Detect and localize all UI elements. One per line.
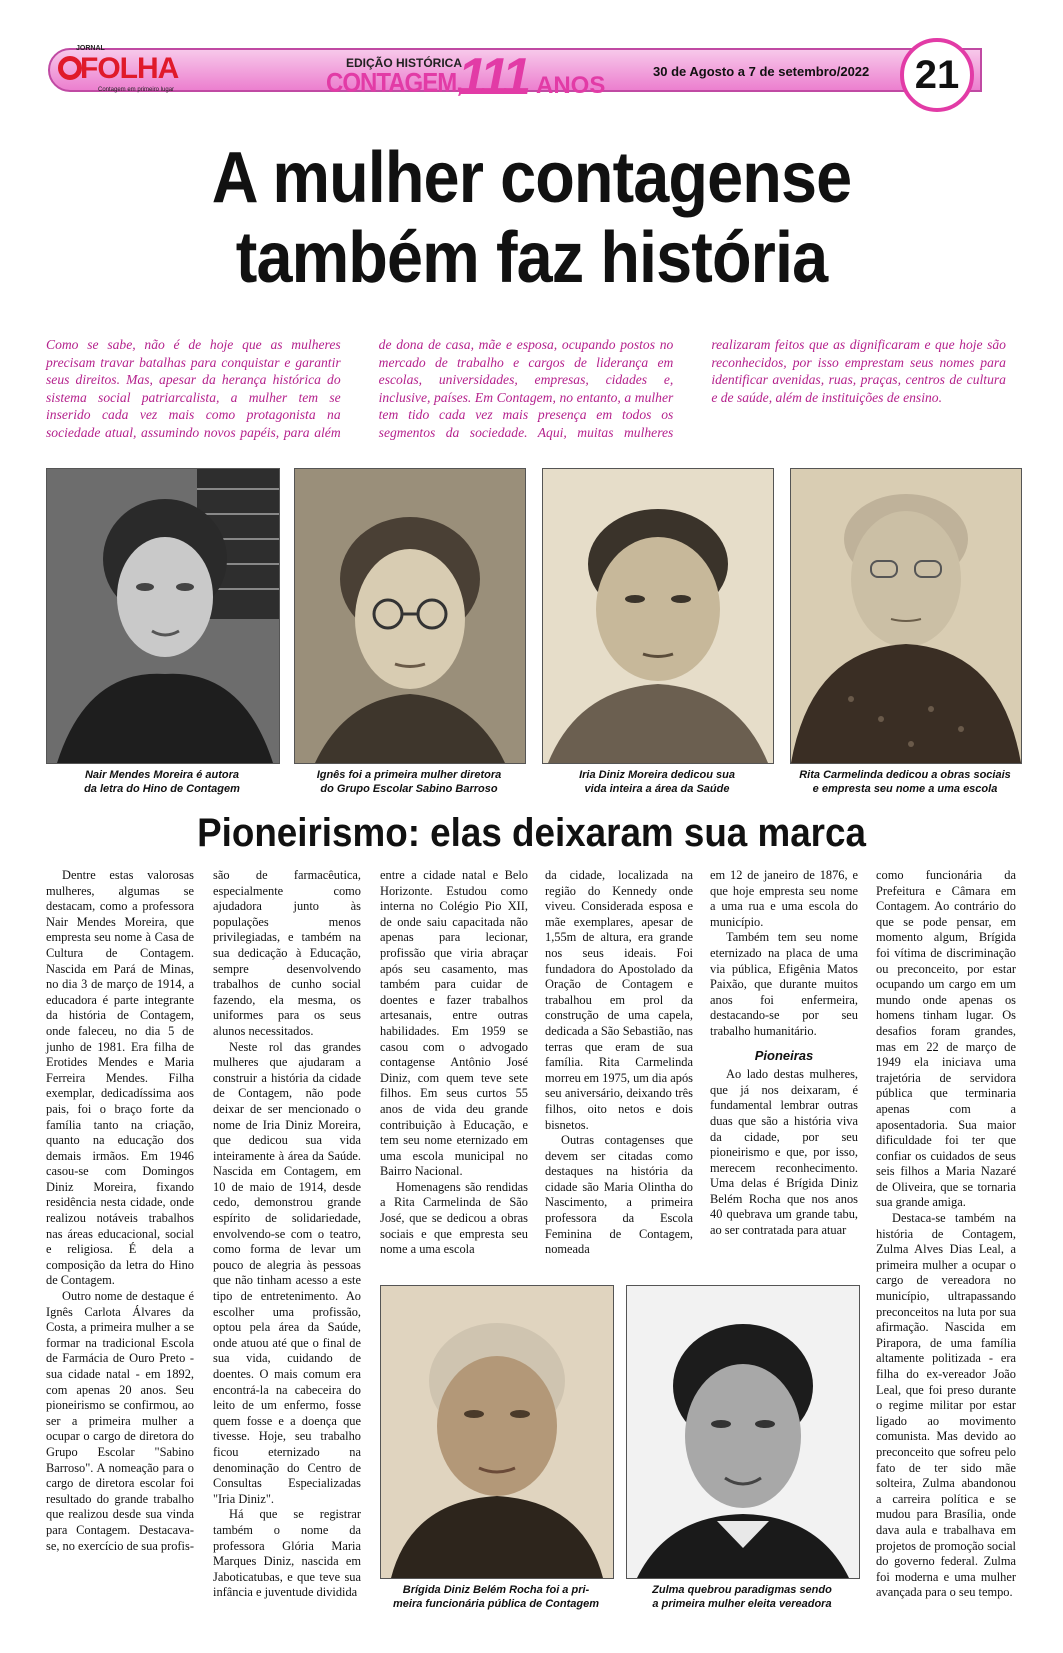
photo-nair-mendes-moreira	[46, 468, 280, 764]
edition-suffix: ANOS	[536, 72, 606, 99]
newspaper-logo	[58, 44, 198, 94]
page-header	[48, 42, 998, 108]
body-paragraph: Ao lado destas mulheres, que já nos deixaram, é fundamental lembrar outras duas que são a história viva da cidade, por seu pioneirismo e que, por isso, merecem reconhecimento. Uma delas é Brígida Diniz Belém Rocha que nos anos 40 quebrava um grande tabu, ao ser contratada para atuar	[710, 1067, 858, 1238]
body-paragraph: da cidade, localizada na região do Kennedy onde viveu. Considerada esposa e mãe exemplares, apesar de 1,55m de altura, era grande nos seus ideais. Foi fundadora do Apostolado da Oração de Contagem e trabalhou em prol da construção de uma capela, dedicada a São Sebastião, nas terras que eram de sua família. Rita Carmelinda morreu em 1975, um dia após seu aniversário, deixando três filhos, oito netos e dois bisnetos.	[545, 868, 693, 1132]
edition-label: EDIÇÃO HISTÓRICA	[346, 56, 463, 70]
caption-line: e empresta seu nome a uma escola	[812, 783, 998, 795]
section-subhead: Pioneirismo: elas deixaram sua marca	[197, 811, 866, 855]
edition-city: CONTAGEM,	[326, 68, 462, 99]
body-paragraph: Dentre estas valorosas mulheres, algumas se destacam, como a professora Nair Mendes Moreira, que empresta seu nome à Casa de Cultura de Contagem. Nascida em Pará de Minas, no dia 3 de março de 1914, a educadora é parte integrante da história de Contagem, onde faleceu, no dia 5 de junho de 1981. Era filha de Erotides Mendes e Maria Ferreira Mendes. Filha exemplar, dedicadíssima aos pais, foi o braço forte da família tanto na criação, quanto na educação dos demais irmãos. Em 1946 casou-se com Domingos Diniz Moreira, fixando residência nesta cidade, onde realizou notáveis trabalhos nas áreas educacional, social e religiosa. É dela a composição da letra do Hino de Contagem.	[46, 868, 194, 1288]
caption-photo-1	[46, 768, 278, 796]
caption-line: Iria Diniz Moreira dedicou sua	[579, 769, 735, 781]
caption-photo-6	[626, 1583, 858, 1611]
body-paragraph: Homenagens são rendidas a Rita Carmelinda de São José, que se dedicou a obras sociais e que empresta seu nome a uma escola	[380, 1179, 528, 1257]
body-column-5	[710, 868, 858, 1239]
lead-paragraph: Como se sabe, não é de hoje que as mulheres precisam travar batalhas para conquistar e garantir seus direitos. Mas, apesar da herança histórica do sistema social patriarcalista, a mulher tem se inserido cada vez mais como protagonista na sociedade atual, assumindo novos papéis, para além de dona de casa, mãe e esposa, ocupando postos no mercado de trabalho e cargos de liderança em escolas, universidades, empresas, cidades e, inclusive, países. Em Contagem, no entanto, a mulher tem tido cada vez mais presença em todos os segmentos da sociedade. Aqui, muitas mulheres realizaram feitos que as dignificaram e que hoje são reconhecidos, por isso emprestam seus nomes para identificar avenidas, ruas, praças, centros de cultura e de saúde, além de instituições de ensino.	[46, 337, 1006, 440]
caption-line: meira funcionária pública de Contagem	[393, 1598, 599, 1610]
caption-photo-5	[380, 1583, 612, 1611]
headline	[53, 138, 1010, 298]
headline-line-2: também faz história	[235, 218, 828, 298]
logo-tagline: Contagem em primeiro lugar	[98, 87, 175, 93]
caption-photo-4	[790, 768, 1020, 796]
body-paragraph: são de farmacêutica, especialmente como ajudadora junto às populações menos privilegiadas, e também na sua dedicação à Educação, sempre desenvolvendo trabalhos de cunho social fazendo, ela mesma, os uniformes para os seus alunos necessitados.	[213, 868, 361, 1038]
section-heading: Pioneiras	[754, 1047, 814, 1063]
caption-line: vida inteira a área da Saúde	[584, 783, 730, 795]
body-paragraph: Também tem seu nome eternizado na placa de uma via pública, Efigênia Matos Paixão, que durante muitos anos foi enfermeira, destacando-se por seu trabalho humanitário.	[710, 930, 858, 1038]
body-column-4	[545, 868, 693, 1258]
caption-line: Nair Mendes Moreira é autora	[84, 769, 240, 781]
page-number: 21	[900, 38, 974, 112]
caption-photo-2	[294, 768, 524, 796]
logo-word: FOLHA	[80, 52, 179, 85]
caption-photo-3	[542, 768, 772, 796]
body-paragraph: em 12 de janeiro de 1876, e que hoje empresta seu nome a uma rua e uma escola do município.	[710, 868, 858, 929]
issue-date: 30 de Agosto a 7 de setembro/2022	[653, 64, 870, 79]
edition-number: 111	[458, 48, 529, 106]
body-paragraph: Outras contagenses que devem ser citadas como destaques na história da cidade são Maria Olintha do Nascimento, a primeira professora da Escola Feminina de Contagem, nomeada	[545, 1133, 693, 1257]
body-paragraph: como funcionária da Prefeitura e Câmara em Contagem. Ao contrário do que se pode pensar, em momento algum, Brígida foi vítima de discriminação ou preconceito, por estar ocupando um cargo em um mundo onde apenas os homens tinham lugar. Os desafios foram grandes, mas em 22 de março de 1949 ela iniciava uma trajetória de servidora pública que terminaria apenas com a aposentadoria. Sua maior dificuldade foi ter que confiar os cuidados de seus seis filhos a Maria Nazaré de Oliveira, que se tornaria sua grande amiga.	[876, 868, 1016, 1210]
body-column-3	[380, 868, 528, 1258]
photo-ignes-carlota	[294, 468, 526, 764]
body-paragraph: Há que se registrar também o nome da professora Glória Maria Marques Diniz, nascida em Jaboticatubas, e que teve sua infância e juventude dividida	[213, 1507, 361, 1600]
caption-line: Zulma quebrou paradigmas sendo	[652, 1584, 832, 1596]
caption-line: Ignês foi a primeira mulher diretora	[316, 769, 502, 781]
caption-line: Brígida Diniz Belém Rocha foi a pri-	[402, 1584, 590, 1596]
logo-prefix: JORNAL	[76, 45, 105, 52]
body-paragraph: entre a cidade natal e Belo Horizonte. Estudou como interna no Colégio Pio XII, de onde saiu capacitada não apenas para lecionar, profissão que viria abraçar após seu casamento, mas também para cuidar de doentes e fazer trabalhos artesanais, entre outras habilidades. Em 1959 se casou com o advogado contagense Antônio José Diniz, com quem teve sete filhos. Em seus curtos 55 anos de vida deu grande contribuição à Educação, e tem seu nome eternizado em uma escola municipal no Bairro Nacional.	[380, 868, 528, 1179]
photo-brigida-diniz-belem-rocha	[380, 1285, 614, 1579]
body-paragraph: Outro nome de destaque é Ignês Carlota Álvares da Costa, a primeira mulher a se formar na tradicional Escola de Farmácia de Ouro Preto - sua cidade natal - em 1892, com apenas 20 anos. Seu pioneirismo se confirmou, ao ser a primeira mulher a ocupar o cargo de diretora do Grupo Escolar "Sabino Barroso". A nomeação para o cargo de diretora escolar foi resultado do grande trabalho que realizou desde sua vinda para Contagem. Destacava-se, no exercício de sua profis-	[46, 1289, 194, 1553]
body-column-2	[213, 868, 361, 1601]
body-column-6	[876, 868, 1016, 1601]
caption-line: a primeira mulher eleita vereadora	[652, 1598, 832, 1610]
photo-zulma-alves-dias-leal	[626, 1285, 860, 1579]
caption-line: Rita Carmelinda dedicou a obras sociais	[799, 769, 1011, 781]
headline-line-1: A mulher contagense	[211, 138, 852, 218]
body-column-1	[46, 868, 194, 1554]
photo-rita-carmelinda	[790, 468, 1022, 764]
caption-line: da letra do Hino de Contagem	[84, 783, 240, 795]
caption-line: do Grupo Escolar Sabino Barroso	[320, 783, 498, 795]
photo-iria-diniz-moreira	[542, 468, 774, 764]
logo-circle-icon	[58, 56, 82, 80]
body-paragraph: Neste rol das grandes mulheres que ajudaram a construir a história da cidade de Contagem, não pode deixar de ser mencionado o nome de Iria Diniz Moreira, que dedicou sua vida inteiramente à área da Saúde. Nascida em Contagem, em 10 de maio de 1914, desde cedo, demonstrou grande espírito de solidariedade, envolvendo-se com o teatro, como forma de levar um pouco de alegria às pessoas que não tinham acesso a este tipo de entretenimento. Ao escolher uma profissão, optou pela área da Saúde, onde atuou até que o final de sua vida, cuidando de doentes. O mais comum era encontrá-la na cabeceira do leito de um enfermo, fosse quem fosse e a doença que tivesse. Hoje, seu trabalho ficou eternizado na denominação do Centro de Consultas Especializadas "Iria Diniz".	[213, 1039, 361, 1506]
body-paragraph: Destaca-se também na história de Contagem, Zulma Alves Dias Leal, a primeira mulher a ocupar o cargo de vereadora no município, ultrapassando preconceitos na luta por sua afirmação. Nascida em Pirapora, de uma família altamente politizada - era filha do ex-vereador João Leal, que foi preso durante o regime militar por estar ligado ao movimento comunista. Mas devido ao preconceito que sofreu pelo fato de ter sido mãe solteira, Zulma abandonou a carreira política e se mudou para Brasília, onde dava aula e trabalhava em projetos de promoção social do governo federal. Zulma foi moderna e uma mulher avançada para o seu tempo.	[876, 1211, 1016, 1600]
